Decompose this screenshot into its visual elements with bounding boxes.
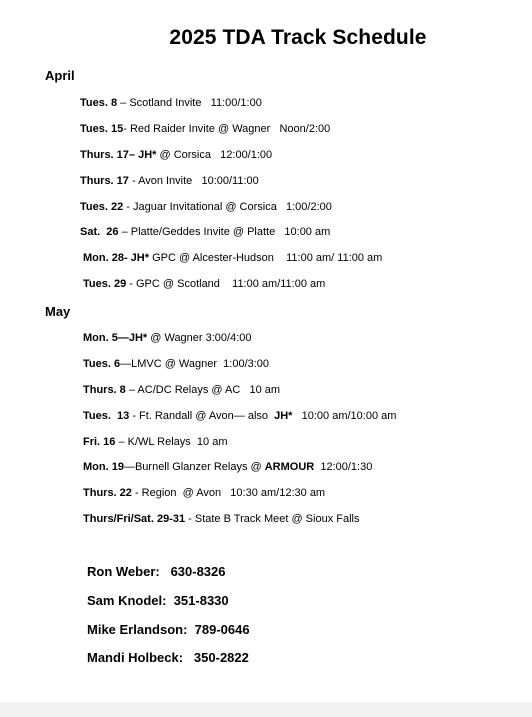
page-title: 2025 TDA Track Schedule	[169, 26, 427, 49]
schedule-item: Thurs. 8 – AC/DC Relays @ AC 10 am	[83, 384, 281, 396]
schedule-item: Tues. 15- Red Raider Invite @ Wagner Noon/2:00	[80, 123, 331, 135]
contact-name: Mandi Holbeck:	[87, 650, 184, 665]
contact-name: Mike Erlandson:	[87, 622, 188, 637]
contact-line	[87, 564, 226, 580]
schedule-item: Thurs. 22 - Region @ Avon 10:30 am/12:30 am	[83, 487, 326, 499]
contact-name: Sam Knodel:	[87, 593, 167, 608]
schedule-item: Tues. 13 - Ft. Randall @ Avon— also JH* 10:00 am/10:00 am	[83, 410, 397, 422]
contact-line	[87, 622, 250, 638]
schedule-item: Sat. 26 – Platte/Geddes Invite @ Platte 10:00 am	[80, 226, 331, 238]
schedule-item: Fri. 16 – K/WL Relays 10 am	[83, 436, 228, 448]
contact-name: Ron Weber:	[87, 564, 160, 579]
schedule-item: Mon. 5—JH* @ Wagner 3:00/4:00	[83, 332, 252, 344]
month-heading-april: April	[45, 68, 75, 83]
schedule-item: Mon. 19—Burnell Glanzer Relays @ ARMOUR 12:00/1:30	[83, 461, 373, 473]
contact-phone: 630-8326	[170, 564, 226, 579]
schedule-item: Tues. 22 - Jaguar Invitational @ Corsica 1:00/2:00	[80, 201, 332, 213]
schedule-item: Thurs. 17 - Avon Invite 10:00/11:00	[80, 175, 259, 187]
month-heading-may: May	[45, 304, 71, 319]
schedule-item: Tues. 29 - GPC @ Scotland 11:00 am/11:00 am	[83, 278, 326, 290]
schedule-item: Mon. 28- JH* GPC @ Alcester-Hudson 11:00 am/ 11:00 am	[83, 252, 383, 264]
contact-phone: 350-2822	[193, 650, 249, 665]
schedule-item: Tues. 8 – Scotland Invite 11:00/1:00	[80, 97, 262, 109]
schedule-item: Thurs. 17– JH* @ Corsica 12:00/1:00	[80, 149, 273, 161]
schedule-item: Thurs/Fri/Sat. 29-31 - State B Track Meet @ Sioux Falls	[83, 513, 360, 525]
contact-phone: 351-8330	[173, 593, 229, 608]
contact-phone: 789-0646	[194, 622, 250, 637]
contact-line	[87, 650, 249, 666]
schedule-item: Tues. 6—LMVC @ Wagner 1:00/3:00	[83, 358, 270, 370]
contact-line	[87, 593, 229, 609]
